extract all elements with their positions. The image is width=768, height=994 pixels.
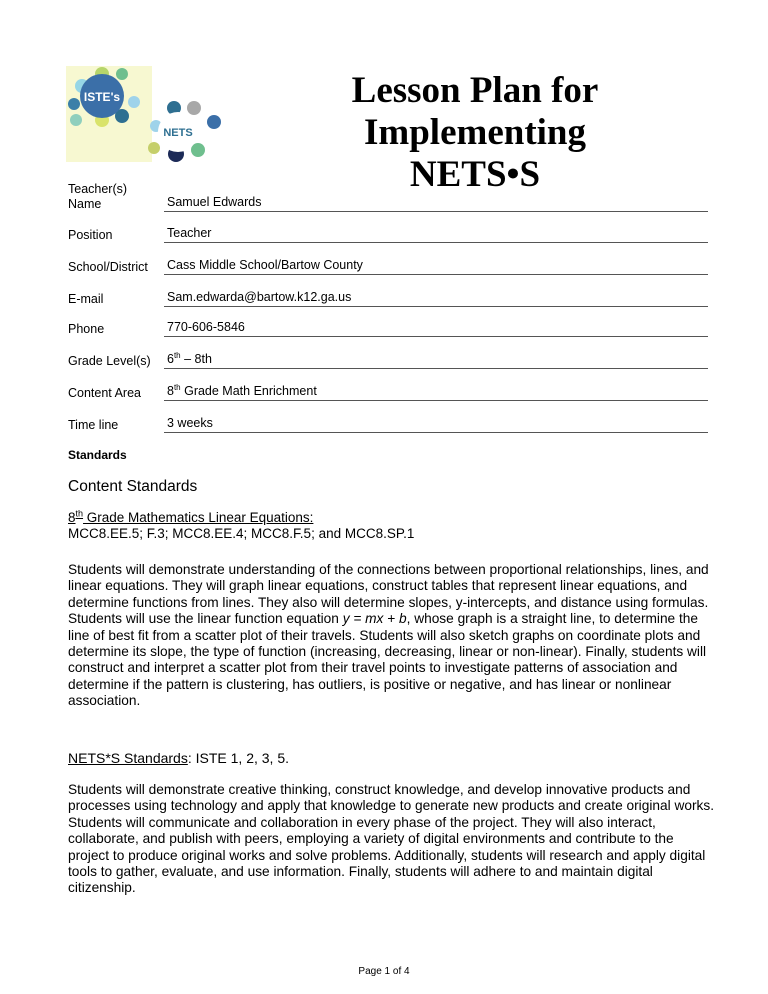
field-time-line	[68, 418, 708, 433]
value-rest: – 8th	[180, 352, 212, 366]
field-label: School/District	[68, 260, 148, 274]
field-value: Samuel Edwards	[164, 195, 708, 212]
field-label: Teacher(s) Name	[68, 182, 128, 211]
math-standards-subheading	[68, 510, 313, 525]
subheading-rest: Grade Mathematics Linear Equations:	[83, 510, 314, 525]
field-value: Teacher	[164, 226, 708, 243]
field-value	[164, 384, 708, 401]
subheading-superscript: th	[75, 508, 84, 519]
nets-heading-rest: : ISTE 1, 2, 3, 5.	[187, 750, 290, 766]
field-email	[68, 292, 708, 307]
field-label: Position	[68, 228, 113, 242]
field-value: Cass Middle School/Bartow County	[164, 258, 708, 275]
standards-label: Standards	[68, 448, 127, 462]
title-line-1: Lesson Plan for Implementing	[351, 70, 599, 153]
nets-heading-label: NETS*S Standards	[68, 750, 188, 766]
field-phone	[68, 322, 708, 337]
logo-text-top: ISTE's	[83, 90, 121, 104]
subheading-number: 8	[68, 510, 76, 525]
field-label: Time line	[68, 418, 119, 432]
paragraph-text: , whose graph is a straight line, to determine the line of best fit from a scatter plot of their travels. Students will also sketch graphs on coordinate plots and determine its slope, the type of function (increasing, decreasing, linear or non-linear). Finally, students will construct and interpret a scatter plot from their travel points to investigate patterns of association and determine if the pattern is clustering, has outliers, is positive or negative, and has linear or nonlinear association.	[68, 611, 707, 709]
value-number: 6	[167, 352, 174, 366]
content-standards-paragraph	[68, 562, 718, 710]
field-school-district	[68, 260, 708, 275]
nets-standards-paragraph: Students will demonstrate creative thinking, construct knowledge, and develop innovative products and processes using technology and apply that knowledge to generate new products and create original works. Students will communicate and collaboration in every phase of the project. They will also interact, collaborate, and publish with peers, employing a variety of digital environments and contribute to the project to produce original works and solve problems. Additionally, students will research and apply digital tools to gather, evaluate, and use information. Finally, students will adhere to and maintain digital citizenship.	[68, 782, 714, 896]
field-label: Phone	[68, 322, 105, 336]
linear-equation: y = mx + b	[342, 611, 407, 627]
field-value	[164, 352, 708, 369]
field-content-area	[68, 382, 708, 401]
field-label: E-mail	[68, 292, 104, 306]
title-line-2: NETS•S	[409, 154, 541, 195]
value-rest: Grade Math Enrichment	[180, 384, 317, 398]
field-teacher-name	[68, 182, 708, 212]
field-grade-levels	[68, 350, 708, 369]
value-superscript: th	[173, 382, 181, 392]
field-value: 3 weeks	[164, 416, 708, 433]
field-value: Sam.edwarda@bartow.k12.ga.us	[164, 290, 708, 307]
nets-standards-heading	[68, 750, 289, 766]
value-number: 8	[167, 384, 174, 398]
page-title	[240, 70, 710, 196]
field-label: Grade Level(s)	[68, 354, 151, 368]
paragraph-text: Students will demonstrate understanding of the connections between proportional relationships, lines, and linear equations. They will graph linear equations, construct tables that represent linear equations, and determine functions from lines. They also will determine slopes, y-intercepts, and distance using formulas. Students will use the linear function equation	[68, 562, 709, 627]
standard-codes: MCC8.EE.5; F.3; MCC8.EE.4; MCC8.F.5; and MCC8.SP.1	[68, 526, 415, 541]
content-standards-heading: Content Standards	[68, 478, 198, 495]
page-number: Page 1 of 4	[358, 966, 410, 977]
value-superscript: th	[173, 350, 181, 360]
field-value: 770-606-5846	[164, 320, 708, 337]
logo-text-bottom: NETS	[163, 127, 193, 139]
field-position	[68, 228, 708, 243]
field-label: Content Area	[68, 386, 141, 400]
iste-nets-logo	[64, 64, 234, 168]
